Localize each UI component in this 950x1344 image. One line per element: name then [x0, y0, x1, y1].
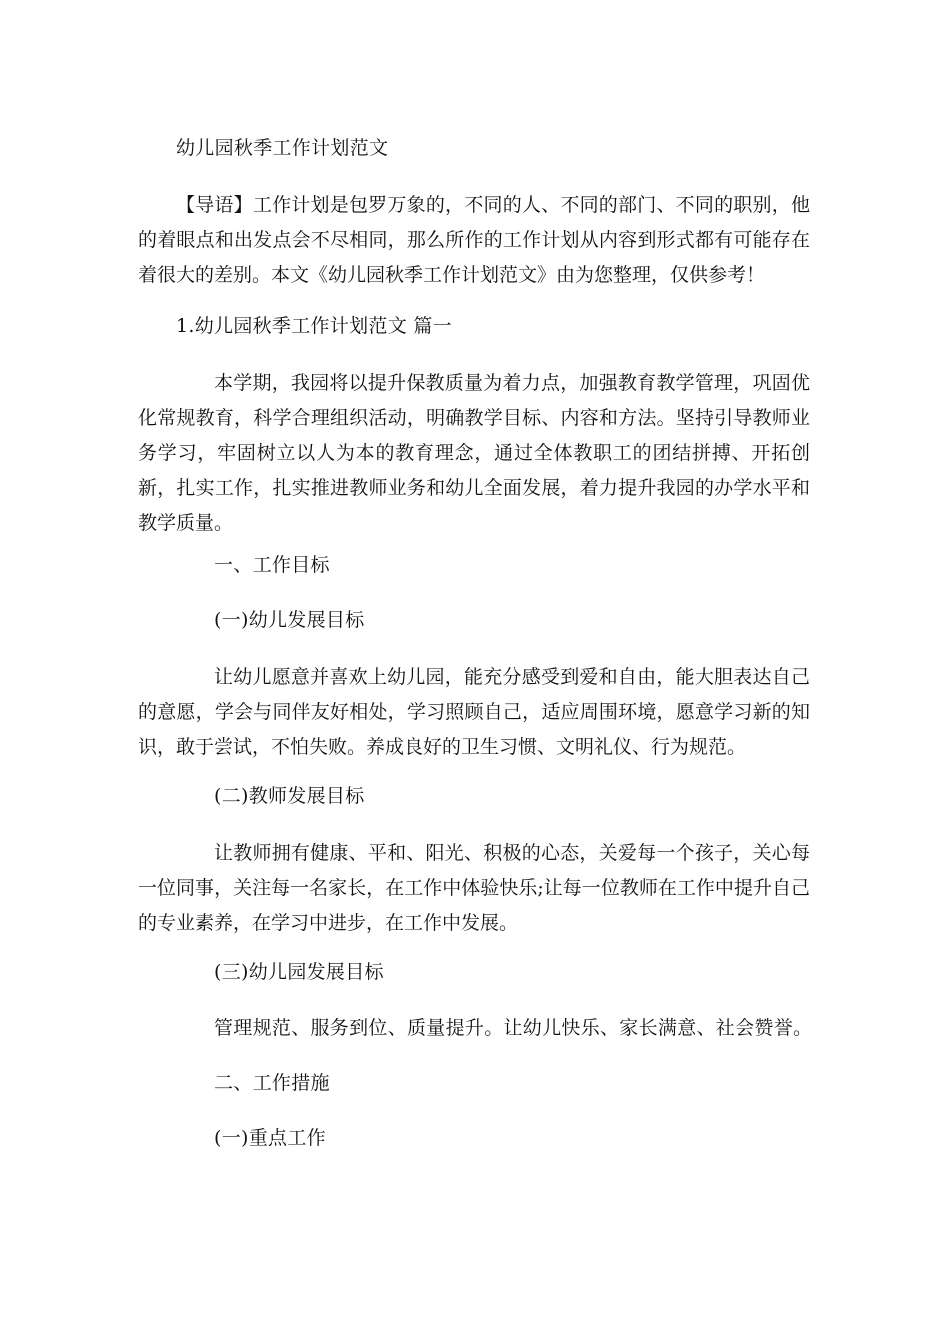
- semester-paragraph: 本学期，我园将以提升保教质量为着力点，加强教育教学管理，巩固优化常规教育，科学合理组织活动，明确教学目标、内容和方法。坚持引导教师业务学习，牢固树立以人为本的教育理念，通过全体教职工的团结拼搏、开拓创新，扎实工作，扎实推进教师业务和幼儿全面发展，着力提升我园的办学水平和教学质量。: [138, 372, 810, 534]
- document-title: 幼儿园秋季工作计划范文: [176, 137, 389, 159]
- heading-work-measures: 二、工作措施: [214, 1072, 330, 1094]
- heading-child-goals: (一)幼儿发展目标: [214, 609, 365, 631]
- heading-teacher-goals: (二)教师发展目标: [214, 785, 365, 807]
- intro-paragraph: 【导语】工作计划是包罗万象的，不同的人、不同的部门、不同的职别，他的着眼点和出发点会不尽相同，那么所作的工作计划从内容到形式都有可能存在着很大的差别。本文《幼儿园秋季工作计划范文》由为您整理，仅供参考！: [138, 194, 810, 286]
- child-goals-paragraph: 让幼儿愿意并喜欢上幼儿园，能充分感受到爱和自由，能大胆表达自己的意愿，学会与同伴友好相处，学习照顾自己，适应周围环境，愿意学习新的知识，敢于尝试，不怕失败。养成良好的卫生习惯、文明礼仪、行为规范。: [138, 666, 810, 758]
- heading-kindergarten-goals: (三)幼儿园发展目标: [214, 961, 384, 983]
- section-heading: 1.幼儿园秋季工作计划范文 篇一: [176, 315, 452, 337]
- heading-work-goals: 一、工作目标: [214, 554, 330, 576]
- teacher-goals-paragraph: 让教师拥有健康、平和、阳光、积极的心态，关爱每一个孩子，关心每一位同事，关注每一名家长，在工作中体验快乐;让每一位教师在工作中提升自己的专业素养，在学习中进步，在工作中发展。: [138, 842, 810, 934]
- heading-key-work: (一)重点工作: [214, 1127, 326, 1149]
- kindergarten-goals-paragraph: 管理规范、服务到位、质量提升。让幼儿快乐、家长满意、社会赞誉。: [214, 1017, 813, 1039]
